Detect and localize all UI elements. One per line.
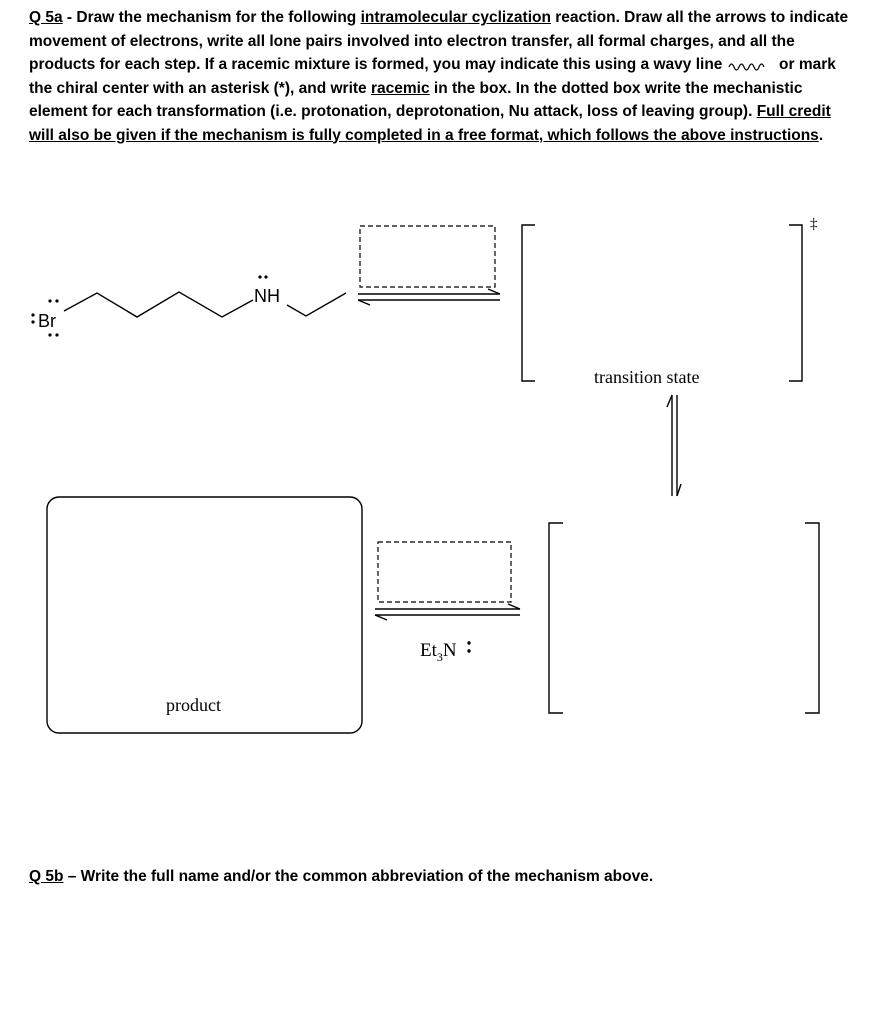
bromine-label: Br: [38, 311, 56, 331]
ethyl-chain: [287, 293, 346, 316]
question-5b: [29, 865, 829, 888]
question-5b-label: Q 5b: [29, 868, 64, 885]
amine-label: NH: [254, 286, 280, 306]
starting-material: [31, 275, 346, 336]
mechanism-step-box-1[interactable]: [360, 226, 495, 287]
q5a-seg-5: in the box. In the dotted box write the mechanistic element for each transformation (i.e. protonation, deprotonation, Nu attack, loss of leaving group).: [29, 79, 803, 120]
base-lone-pair: [467, 641, 470, 652]
transition-state-bracket[interactable]: [522, 225, 802, 381]
equilibrium-arrow-1: [358, 289, 500, 305]
q5a-seg-6: Full credit will also be given if the mechanism is fully completed in a free format, which follows the above instructions: [29, 103, 831, 144]
double-dagger-symbol: ‡: [810, 216, 818, 232]
base-label: $Et_3N$: [420, 640, 457, 664]
mechanism-step-box-2[interactable]: [378, 542, 511, 602]
q5a-seg-3: or mark the chiral center with an asterisk (*), and write: [29, 56, 836, 97]
equilibrium-arrow-vertical: [667, 395, 681, 496]
intermediate-bracket[interactable]: [549, 523, 819, 713]
nitrogen-lone-pair: [258, 275, 267, 278]
transition-state-label: transition state: [594, 367, 700, 387]
q5a-seg-0: - Draw the mechanism for the following: [62, 9, 361, 26]
q5a-seg-1: intramolecular cyclization: [360, 9, 551, 26]
question-5b-text: – Write the full name and/or the common abbreviation of the mechanism above.: [63, 868, 654, 885]
carbon-chain: [64, 292, 253, 317]
equilibrium-arrow-2: [375, 604, 520, 620]
q5a-seg-7: .: [818, 126, 824, 144]
product-label: product: [166, 695, 221, 715]
q5a-seg-2: reaction. Draw all the arrows to indicate movement of electrons, write all lone pairs involved into electron transfer, all formal charges, and all the products for each step. If a racemic mixture is formed, you may indicate this using a wavy line: [29, 9, 849, 73]
q5a-seg-4: racemic: [370, 79, 430, 97]
question-5a-label: Q 5a: [29, 9, 63, 26]
